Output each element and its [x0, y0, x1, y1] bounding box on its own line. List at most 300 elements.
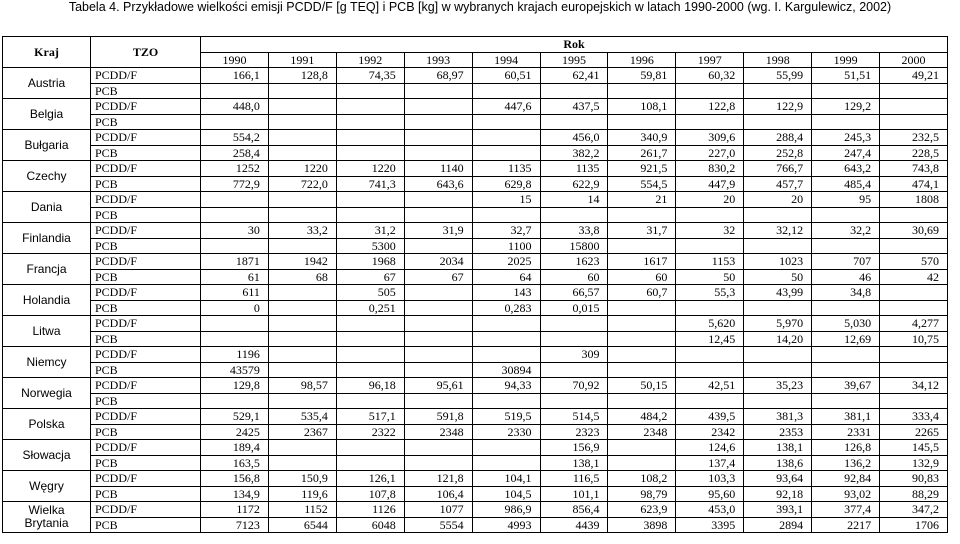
value-cell: 707: [812, 254, 880, 270]
value-cell: [268, 192, 336, 208]
value-cell: 103,3: [676, 471, 744, 487]
value-cell: 104,1: [472, 471, 540, 487]
value-cell: [472, 316, 540, 332]
value-cell: [472, 207, 540, 223]
value-cell: [880, 207, 948, 223]
value-cell: 60,7: [608, 285, 676, 301]
value-cell: 128,8: [268, 68, 336, 84]
value-cell: [676, 114, 744, 130]
value-cell: 122,9: [744, 99, 812, 115]
value-cell: 743,8: [880, 161, 948, 177]
compound-cell: PCB: [91, 455, 201, 471]
value-cell: 108,1: [608, 99, 676, 115]
value-cell: 1706: [880, 517, 948, 533]
value-cell: 1140: [404, 161, 472, 177]
value-cell: 32,2: [812, 223, 880, 239]
value-cell: 623,9: [608, 502, 676, 518]
value-cell: [608, 207, 676, 223]
table-row: [3, 424, 948, 440]
value-cell: 2323: [540, 424, 608, 440]
value-cell: 6048: [336, 517, 404, 533]
value-cell: 46: [812, 269, 880, 285]
value-cell: [201, 114, 269, 130]
value-cell: [608, 331, 676, 347]
value-cell: [336, 114, 404, 130]
value-cell: [404, 362, 472, 378]
value-cell: 2894: [744, 517, 812, 533]
compound-cell: PCB: [91, 517, 201, 533]
compound-cell: PCDD/F: [91, 471, 201, 487]
value-cell: [268, 130, 336, 146]
value-cell: 381,3: [744, 409, 812, 425]
value-cell: [404, 300, 472, 316]
table-row: [3, 176, 948, 192]
value-cell: 60,51: [472, 68, 540, 84]
value-cell: [608, 238, 676, 254]
table-row: [3, 192, 948, 208]
table-row: [3, 99, 948, 115]
value-cell: 35,23: [744, 378, 812, 394]
value-cell: 95,61: [404, 378, 472, 394]
header-year: 1997: [676, 52, 744, 68]
value-cell: 12,45: [676, 331, 744, 347]
table-row: [3, 517, 948, 533]
value-cell: 98,57: [268, 378, 336, 394]
value-cell: [404, 285, 472, 301]
value-cell: 1623: [540, 254, 608, 270]
value-cell: [472, 455, 540, 471]
value-cell: [880, 83, 948, 99]
value-cell: 67: [336, 269, 404, 285]
value-cell: [540, 331, 608, 347]
value-cell: 132,9: [880, 455, 948, 471]
value-cell: 377,4: [812, 502, 880, 518]
value-cell: 333,4: [880, 409, 948, 425]
value-cell: 232,5: [880, 130, 948, 146]
compound-cell: PCB: [91, 300, 201, 316]
value-cell: [880, 114, 948, 130]
header-year: 1995: [540, 52, 608, 68]
value-cell: 15: [472, 192, 540, 208]
header-compound: TZO: [91, 37, 201, 68]
value-cell: [676, 347, 744, 363]
compound-cell: PCDD/F: [91, 378, 201, 394]
value-cell: [540, 393, 608, 409]
value-cell: 0: [201, 300, 269, 316]
value-cell: [608, 362, 676, 378]
value-cell: 12,69: [812, 331, 880, 347]
value-cell: [812, 300, 880, 316]
value-cell: [336, 331, 404, 347]
value-cell: 31,9: [404, 223, 472, 239]
country-cell: Słowacja: [3, 440, 91, 471]
table-row: [3, 502, 948, 518]
compound-cell: PCB: [91, 176, 201, 192]
value-cell: 5,030: [812, 316, 880, 332]
value-cell: [472, 440, 540, 456]
country-cell: Węgry: [3, 471, 91, 502]
header-year: 1993: [404, 52, 472, 68]
value-cell: [201, 83, 269, 99]
value-cell: [201, 207, 269, 223]
value-cell: 1196: [201, 347, 269, 363]
value-cell: 6544: [268, 517, 336, 533]
value-cell: [404, 440, 472, 456]
value-cell: [744, 300, 812, 316]
compound-cell: PCDD/F: [91, 316, 201, 332]
value-cell: 15800: [540, 238, 608, 254]
value-cell: [268, 238, 336, 254]
value-cell: 529,1: [201, 409, 269, 425]
value-cell: 42,51: [676, 378, 744, 394]
value-cell: 1220: [336, 161, 404, 177]
value-cell: 3898: [608, 517, 676, 533]
value-cell: 1135: [540, 161, 608, 177]
value-cell: 43,99: [744, 285, 812, 301]
value-cell: 2342: [676, 424, 744, 440]
value-cell: 514,5: [540, 409, 608, 425]
value-cell: [404, 347, 472, 363]
value-cell: [268, 99, 336, 115]
value-cell: [608, 83, 676, 99]
value-cell: 1100: [472, 238, 540, 254]
value-cell: [812, 114, 880, 130]
value-cell: 741,3: [336, 176, 404, 192]
value-cell: 93,64: [744, 471, 812, 487]
table-row: [3, 68, 948, 84]
value-cell: 126,1: [336, 471, 404, 487]
value-cell: [608, 393, 676, 409]
compound-cell: PCB: [91, 114, 201, 130]
value-cell: 92,84: [812, 471, 880, 487]
value-cell: 119,6: [268, 486, 336, 502]
value-cell: 93,02: [812, 486, 880, 502]
table-row: [3, 114, 948, 130]
value-cell: 0,283: [472, 300, 540, 316]
value-cell: 74,35: [336, 68, 404, 84]
compound-cell: PCDD/F: [91, 161, 201, 177]
table-row: [3, 331, 948, 347]
value-cell: [268, 114, 336, 130]
value-cell: [336, 393, 404, 409]
value-cell: 101,1: [540, 486, 608, 502]
table-row: [3, 471, 948, 487]
value-cell: [744, 238, 812, 254]
value-cell: 138,1: [744, 440, 812, 456]
value-cell: [404, 192, 472, 208]
value-cell: 3395: [676, 517, 744, 533]
value-cell: 535,4: [268, 409, 336, 425]
value-cell: 92,18: [744, 486, 812, 502]
value-cell: 2330: [472, 424, 540, 440]
value-cell: 2348: [608, 424, 676, 440]
value-cell: [608, 114, 676, 130]
value-cell: 136,2: [812, 455, 880, 471]
value-cell: [608, 440, 676, 456]
value-cell: 20: [676, 192, 744, 208]
value-cell: 50,15: [608, 378, 676, 394]
value-cell: [744, 362, 812, 378]
value-cell: 4,277: [880, 316, 948, 332]
value-cell: 70,92: [540, 378, 608, 394]
value-cell: [336, 192, 404, 208]
value-cell: [268, 331, 336, 347]
value-cell: 4993: [472, 517, 540, 533]
value-cell: 95: [812, 192, 880, 208]
value-cell: 1942: [268, 254, 336, 270]
value-cell: [540, 316, 608, 332]
table-row: [3, 145, 948, 161]
country-cell: Dania: [3, 192, 91, 223]
value-cell: [404, 393, 472, 409]
value-cell: 0,015: [540, 300, 608, 316]
value-cell: 7123: [201, 517, 269, 533]
value-cell: 772,9: [201, 176, 269, 192]
value-cell: [472, 347, 540, 363]
value-cell: 20: [744, 192, 812, 208]
value-cell: [676, 83, 744, 99]
value-cell: 1617: [608, 254, 676, 270]
value-cell: 2025: [472, 254, 540, 270]
value-cell: 129,8: [201, 378, 269, 394]
header-year: 1991: [268, 52, 336, 68]
value-cell: 766,7: [744, 161, 812, 177]
value-cell: [472, 114, 540, 130]
header-country: Kraj: [3, 37, 91, 68]
country-cell: Czechy: [3, 161, 91, 192]
value-cell: 347,2: [880, 502, 948, 518]
compound-cell: PCDD/F: [91, 502, 201, 518]
value-cell: 34,8: [812, 285, 880, 301]
value-cell: 591,8: [404, 409, 472, 425]
value-cell: [268, 440, 336, 456]
value-cell: [812, 238, 880, 254]
value-cell: 247,4: [812, 145, 880, 161]
value-cell: 60: [608, 269, 676, 285]
value-cell: [336, 455, 404, 471]
value-cell: 261,7: [608, 145, 676, 161]
value-cell: 32,12: [744, 223, 812, 239]
table-row: [3, 238, 948, 254]
value-cell: [404, 331, 472, 347]
value-cell: [676, 300, 744, 316]
table-row: [3, 347, 948, 363]
value-cell: 629,8: [472, 176, 540, 192]
value-cell: 2348: [404, 424, 472, 440]
value-cell: 228,5: [880, 145, 948, 161]
value-cell: 42: [880, 269, 948, 285]
value-cell: 143: [472, 285, 540, 301]
value-cell: [472, 145, 540, 161]
value-cell: 245,3: [812, 130, 880, 146]
value-cell: 1077: [404, 502, 472, 518]
value-cell: [472, 130, 540, 146]
value-cell: [201, 316, 269, 332]
value-cell: 156,8: [201, 471, 269, 487]
value-cell: 2367: [268, 424, 336, 440]
value-cell: 150,9: [268, 471, 336, 487]
value-cell: 104,5: [472, 486, 540, 502]
value-cell: 519,5: [472, 409, 540, 425]
value-cell: [472, 83, 540, 99]
value-cell: 59,81: [608, 68, 676, 84]
value-cell: [404, 83, 472, 99]
value-cell: [608, 300, 676, 316]
emissions-table: [2, 36, 948, 533]
value-cell: [404, 238, 472, 254]
compound-cell: PCB: [91, 207, 201, 223]
value-cell: 505: [336, 285, 404, 301]
value-cell: [880, 238, 948, 254]
value-cell: 30894: [472, 362, 540, 378]
value-cell: 90,83: [880, 471, 948, 487]
value-cell: 32: [676, 223, 744, 239]
value-cell: 309: [540, 347, 608, 363]
value-cell: 14: [540, 192, 608, 208]
value-cell: 485,4: [812, 176, 880, 192]
compound-cell: PCB: [91, 145, 201, 161]
country-cell: Norwegia: [3, 378, 91, 409]
value-cell: [336, 347, 404, 363]
compound-cell: PCB: [91, 331, 201, 347]
compound-cell: PCB: [91, 393, 201, 409]
value-cell: [268, 393, 336, 409]
country-cell: Bułgaria: [3, 130, 91, 161]
value-cell: 622,9: [540, 176, 608, 192]
table-row: [3, 409, 948, 425]
table-row: [3, 130, 948, 146]
value-cell: 1023: [744, 254, 812, 270]
value-cell: 138,6: [744, 455, 812, 471]
value-cell: 122,8: [676, 99, 744, 115]
value-cell: [268, 285, 336, 301]
value-cell: 34,12: [880, 378, 948, 394]
value-cell: 137,4: [676, 455, 744, 471]
value-cell: 1135: [472, 161, 540, 177]
value-cell: [201, 238, 269, 254]
value-cell: [812, 207, 880, 223]
value-cell: 107,8: [336, 486, 404, 502]
compound-cell: PCDD/F: [91, 254, 201, 270]
value-cell: 145,5: [880, 440, 948, 456]
value-cell: 856,4: [540, 502, 608, 518]
value-cell: [608, 347, 676, 363]
value-cell: [880, 347, 948, 363]
header-year: 1990: [201, 52, 269, 68]
value-cell: 288,4: [744, 130, 812, 146]
value-cell: [404, 130, 472, 146]
table-caption: Tabela 4. Przykładowe wielkości emisji PCDD/F [g TEQ] i PCB [kg] w wybranych krajach europejskich w latach 1990-2000 (wg. I. Kargulewicz, 2002): [68, 0, 892, 14]
value-cell: [404, 145, 472, 161]
value-cell: [744, 393, 812, 409]
value-cell: 227,0: [676, 145, 744, 161]
compound-cell: PCB: [91, 362, 201, 378]
value-cell: 0,251: [336, 300, 404, 316]
value-cell: [744, 83, 812, 99]
compound-cell: PCDD/F: [91, 130, 201, 146]
value-cell: 88,29: [880, 486, 948, 502]
value-cell: [880, 300, 948, 316]
value-cell: 43579: [201, 362, 269, 378]
value-cell: [336, 83, 404, 99]
value-cell: 124,6: [676, 440, 744, 456]
value-cell: [268, 300, 336, 316]
value-cell: [540, 362, 608, 378]
value-cell: [268, 455, 336, 471]
value-cell: 108,2: [608, 471, 676, 487]
value-cell: 64: [472, 269, 540, 285]
value-cell: [812, 362, 880, 378]
value-cell: 14,20: [744, 331, 812, 347]
compound-cell: PCB: [91, 269, 201, 285]
value-cell: 5,620: [676, 316, 744, 332]
value-cell: 381,1: [812, 409, 880, 425]
value-cell: [201, 331, 269, 347]
value-cell: 258,4: [201, 145, 269, 161]
value-cell: 134,9: [201, 486, 269, 502]
value-cell: 830,2: [676, 161, 744, 177]
value-cell: 33,8: [540, 223, 608, 239]
compound-cell: PCDD/F: [91, 409, 201, 425]
value-cell: [676, 238, 744, 254]
value-cell: [336, 207, 404, 223]
value-cell: [336, 440, 404, 456]
value-cell: 61: [201, 269, 269, 285]
table-row: [3, 254, 948, 270]
value-cell: 1153: [676, 254, 744, 270]
value-cell: [336, 130, 404, 146]
value-cell: 121,8: [404, 471, 472, 487]
value-cell: [608, 316, 676, 332]
value-cell: 60: [540, 269, 608, 285]
value-cell: 21: [608, 192, 676, 208]
value-cell: 138,1: [540, 455, 608, 471]
value-cell: 643,2: [812, 161, 880, 177]
value-cell: 33,2: [268, 223, 336, 239]
value-cell: 570: [880, 254, 948, 270]
compound-cell: PCDD/F: [91, 68, 201, 84]
table-body: [3, 68, 948, 533]
compound-cell: PCB: [91, 238, 201, 254]
value-cell: 156,9: [540, 440, 608, 456]
value-cell: 1152: [268, 502, 336, 518]
table-row: [3, 316, 948, 332]
value-cell: 1252: [201, 161, 269, 177]
value-cell: [676, 207, 744, 223]
value-cell: 189,4: [201, 440, 269, 456]
value-cell: 95,60: [676, 486, 744, 502]
value-cell: [676, 362, 744, 378]
country-cell: Belgia: [3, 99, 91, 130]
value-cell: 49,21: [880, 68, 948, 84]
value-cell: [336, 362, 404, 378]
value-cell: 30,69: [880, 223, 948, 239]
value-cell: 55,99: [744, 68, 812, 84]
value-cell: 448,0: [201, 99, 269, 115]
value-cell: [268, 362, 336, 378]
value-cell: 453,0: [676, 502, 744, 518]
value-cell: 2331: [812, 424, 880, 440]
value-cell: 252,8: [744, 145, 812, 161]
header-year: 1992: [336, 52, 404, 68]
value-cell: 32,7: [472, 223, 540, 239]
value-cell: [201, 393, 269, 409]
table-row: [3, 455, 948, 471]
value-cell: 68: [268, 269, 336, 285]
country-cell: Francja: [3, 254, 91, 285]
header-year: 1998: [744, 52, 812, 68]
country-cell: Austria: [3, 68, 91, 99]
